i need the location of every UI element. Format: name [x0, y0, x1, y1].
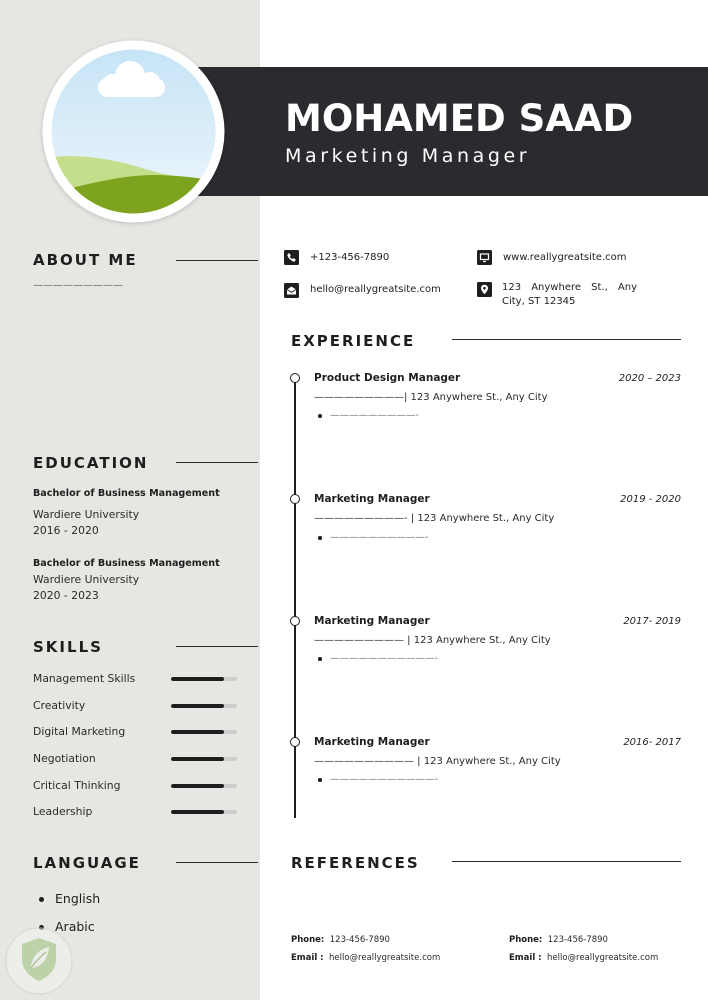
- language-item: Arabic: [55, 919, 95, 934]
- job-bullet: ———————————-: [330, 774, 438, 785]
- profile-photo: [42, 40, 225, 223]
- skill-bar: [171, 730, 237, 734]
- email-label: Email :: [509, 952, 542, 963]
- job-bullet: —————————-: [330, 410, 419, 421]
- skill-bar: [171, 784, 237, 788]
- skills-divider: [176, 646, 258, 647]
- skill-bar: [171, 677, 237, 681]
- bullet-dot: [318, 414, 322, 418]
- timeline-node: [290, 616, 300, 626]
- skill-bar-fill: [171, 730, 224, 734]
- about-divider: [176, 260, 258, 261]
- reference-phone: [291, 935, 390, 946]
- email-value: hello@reallygreatsite.com: [329, 952, 441, 963]
- job-company-line: —————————| 123 Anywhere St., Any City: [314, 391, 548, 403]
- contact-website: www.reallygreatsite.com: [503, 252, 627, 263]
- monitor-icon: [477, 250, 492, 265]
- contact-phone: +123-456-7890: [310, 252, 390, 263]
- email-value: hello@reallygreatsite.com: [547, 952, 659, 963]
- about-text: —————————: [33, 280, 123, 291]
- language-heading: LANGUAGE: [33, 854, 141, 872]
- bullet-dot: [39, 897, 44, 902]
- education-degree: Bachelor of Business Management: [33, 558, 220, 569]
- job-dates: 2020 – 2023: [618, 372, 681, 384]
- timeline-line: [294, 378, 296, 818]
- job-company-line: —————————— | 123 Anywhere St., Any City: [314, 755, 561, 767]
- skill-name: Critical Thinking: [33, 779, 121, 792]
- education-years: 2016 - 2020: [33, 524, 99, 537]
- envelope-icon: [284, 283, 299, 298]
- job-role: Marketing Manager: [314, 614, 430, 627]
- job-role: Marketing Manager: [314, 492, 430, 505]
- skill-bar: [171, 704, 237, 708]
- job-company-line: —————————- | 123 Anywhere St., Any City: [314, 512, 555, 524]
- contact-address: 123 Anywhere St., Any City, ST 12345: [502, 282, 637, 307]
- landscape-photo-icon: [42, 40, 225, 223]
- skill-bar: [171, 757, 237, 761]
- education-school: Wardiere University: [33, 508, 140, 521]
- references-divider: [452, 861, 681, 862]
- job-bullet: ——————————-: [330, 532, 429, 543]
- phone-value: 123-456-7890: [547, 934, 608, 945]
- skill-bar: [171, 810, 237, 814]
- phone-icon: [284, 250, 299, 265]
- education-school: Wardiere University: [33, 573, 140, 586]
- references-heading: REFERENCES: [291, 854, 420, 872]
- skill-bar-fill: [171, 677, 224, 681]
- location-pin-icon: [477, 282, 492, 297]
- bullet-dot: [318, 657, 322, 661]
- timeline-node: [290, 494, 300, 504]
- job-company-line: ————————— | 123 Anywhere St., Any City: [314, 634, 551, 646]
- job-dates: 2016- 2017: [623, 736, 681, 748]
- education-divider: [176, 462, 258, 463]
- person-title: Marketing Manager: [285, 145, 531, 167]
- phone-label: Phone:: [509, 934, 543, 945]
- email-label: Email :: [291, 952, 324, 963]
- job-dates: 2019 - 2020: [620, 493, 681, 505]
- skill-name: Management Skills: [33, 672, 136, 685]
- reference-email: [291, 953, 440, 964]
- skill-name: Creativity: [33, 699, 86, 712]
- experience-divider: [452, 339, 681, 340]
- job-bullet: ———————————-: [330, 653, 438, 664]
- reference-phone: [509, 935, 608, 946]
- skill-name: Digital Marketing: [33, 725, 126, 738]
- education-heading: EDUCATION: [33, 454, 149, 472]
- reference-email: [509, 953, 658, 964]
- skill-name: Negotiation: [33, 752, 96, 765]
- language-divider: [176, 862, 258, 863]
- language-item: English: [55, 891, 101, 906]
- skills-heading: SKILLS: [33, 638, 103, 656]
- shield-leaf-logo-icon: [4, 926, 74, 996]
- person-name: MOHAMED SAAD: [285, 97, 634, 140]
- job-role: Marketing Manager: [314, 735, 430, 748]
- job-role: Product Design Manager: [314, 371, 461, 384]
- bullet-dot: [318, 778, 322, 782]
- phone-label: Phone:: [291, 934, 325, 945]
- skill-name: Leadership: [33, 805, 93, 818]
- timeline-node: [290, 373, 300, 383]
- experience-heading: EXPERIENCE: [291, 332, 416, 350]
- about-heading: ABOUT ME: [33, 251, 138, 269]
- skill-bar-fill: [171, 757, 224, 761]
- education-years: 2020 - 2023: [33, 589, 99, 602]
- timeline-node: [290, 737, 300, 747]
- skill-bar-fill: [171, 784, 224, 788]
- contact-email: hello@reallygreatsite.com: [310, 284, 441, 295]
- job-dates: 2017- 2019: [623, 615, 681, 627]
- skill-bar-fill: [171, 704, 224, 708]
- education-degree: Bachelor of Business Management: [33, 488, 220, 499]
- skill-bar-fill: [171, 810, 224, 814]
- phone-value: 123-456-7890: [329, 934, 390, 945]
- bullet-dot: [318, 536, 322, 540]
